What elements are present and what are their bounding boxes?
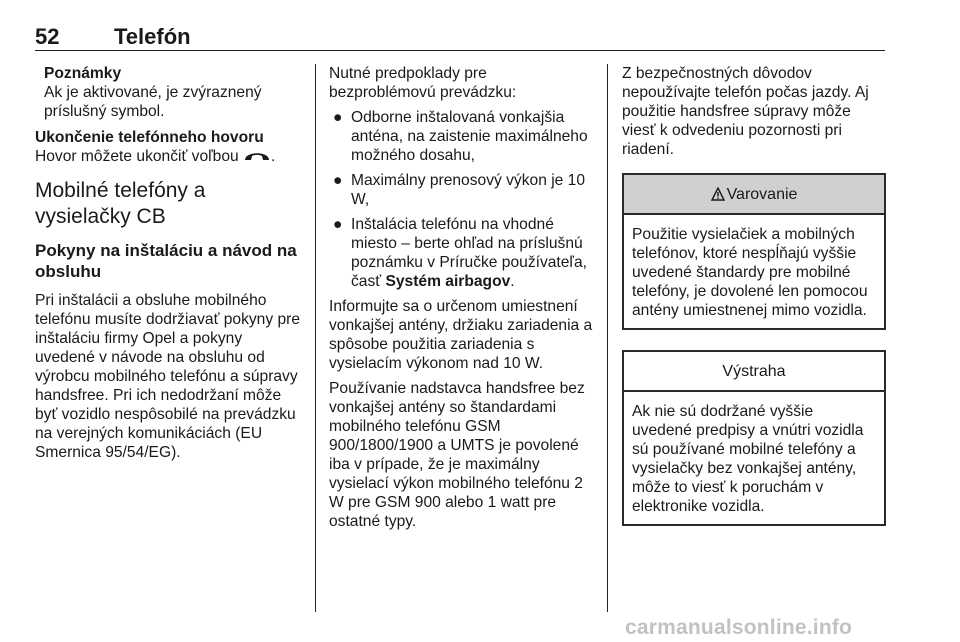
bullet-marker: ●: [333, 172, 343, 189]
list-item: [329, 108, 595, 165]
list-item-text: Odborne inštalovaná vonkajšia anténa, na zaistenie maximálneho možného dosahu,: [351, 109, 588, 164]
caution-title: Výstraha: [722, 362, 786, 380]
left-column: [35, 64, 305, 468]
end-call-text: Hovor môžete ukončiť voľbou: [35, 148, 239, 165]
safety-paragraph: Z bezpečnostných dôvodov nepoužívajte telefón počas jazdy. Aj použitie handsfree súpravy môže viesť k odvedeniu pozornosti pri riadení.: [622, 65, 869, 158]
page-title: Telefón: [114, 24, 191, 49]
caution-box: [622, 350, 886, 526]
subsection-title: Pokyny na inštaláciu a návod na obsluhu: [35, 241, 297, 281]
warning-box: [622, 173, 886, 330]
middle-column: [329, 64, 595, 537]
bullet-marker: ●: [333, 109, 343, 126]
note-block: [44, 64, 305, 121]
list-item: [329, 215, 595, 291]
caution-header: [624, 352, 884, 392]
note-text: Ak je aktivované, je zvýraznený príslušný symbol.: [44, 84, 262, 120]
warning-text: Použitie vysielačiek a mobilných telefónov, ktoré nespĺňajú vyššie uvedené štandardy pre mobilné telefóny, je dovolené len pomocou antény umiestnenej mimo vozidla.: [632, 226, 868, 319]
handsfree-paragraph: Používanie nadstavca handsfree bez vonkajšej antény so štandardami mobilného telefónu GSM 900/1800/1900 a UMTS je povolené iba v prípade, že je maximálny vysielací výkon mobilného telefónu 2 W pre GSM 900 alebo 1 watt pre ostatné typy.: [329, 380, 585, 530]
install-paragraph: Pri inštalácii a obsluhe mobilného telefónu musíte dodržiavať pokyny pre inštaláciu firmy Opel a pokyny uvedené v návode na obsluhu od výrobcu mobilného telefónu a súpravy handsfree. Pri ich nedodržaní môže byť vozidlo nespôsobilé na prevádzku na verejných komunikáciách (EU Smernica 95/54/EG).: [35, 292, 301, 461]
warning-triangle-icon: [711, 187, 725, 201]
caution-text: Ak nie sú dodržané vyššie uvedené predpisy a vnútri vozidla sú používané mobilné telefóny a vysielačky bez vonkajšej antény, môže to viesť k poruchám v elektronike vozidla.: [632, 403, 864, 515]
page-number: 52: [35, 24, 60, 49]
end-call-suffix: .: [271, 148, 276, 165]
list-item: [329, 171, 595, 209]
section-title: Mobilné telefóny a vysielačky CB: [35, 179, 206, 228]
hang-up-icon: [243, 149, 271, 163]
note-title: Poznámky: [44, 65, 122, 82]
prereq-list: [329, 108, 595, 291]
list-item-text: Maximálny prenosový výkon je 10 W,: [351, 172, 586, 208]
list-item-text: Inštalácia telefónu na vhodné miesto – berte ohľad na príslušnú poznámku v Príručke používateľa, časť: [351, 216, 587, 290]
end-call-heading: Ukončenie telefónneho hovoru: [35, 129, 264, 146]
antenna-paragraph: Informujte sa o určenom umiestnení vonkajšej antény, držiaku zariadenia a spôsobe použitia zariadenia s vysielacím výkonom nad 10 W.: [329, 298, 593, 372]
watermark: carmanualsonline.info: [625, 616, 853, 639]
column-divider-2: [607, 64, 608, 612]
right-column: [622, 64, 886, 546]
prereq-intro: Nutné predpoklady pre bezproblémovú prevádzku:: [329, 65, 517, 101]
bullet-marker: ●: [333, 216, 343, 233]
airbag-reference: Systém airbagov: [385, 273, 511, 290]
page-header: [35, 24, 885, 51]
list-item-end: .: [510, 273, 515, 290]
end-call-paragraph: [35, 147, 305, 166]
column-divider-1: [315, 64, 316, 612]
warning-header: [624, 175, 884, 215]
warning-title: Varovanie: [726, 185, 798, 203]
